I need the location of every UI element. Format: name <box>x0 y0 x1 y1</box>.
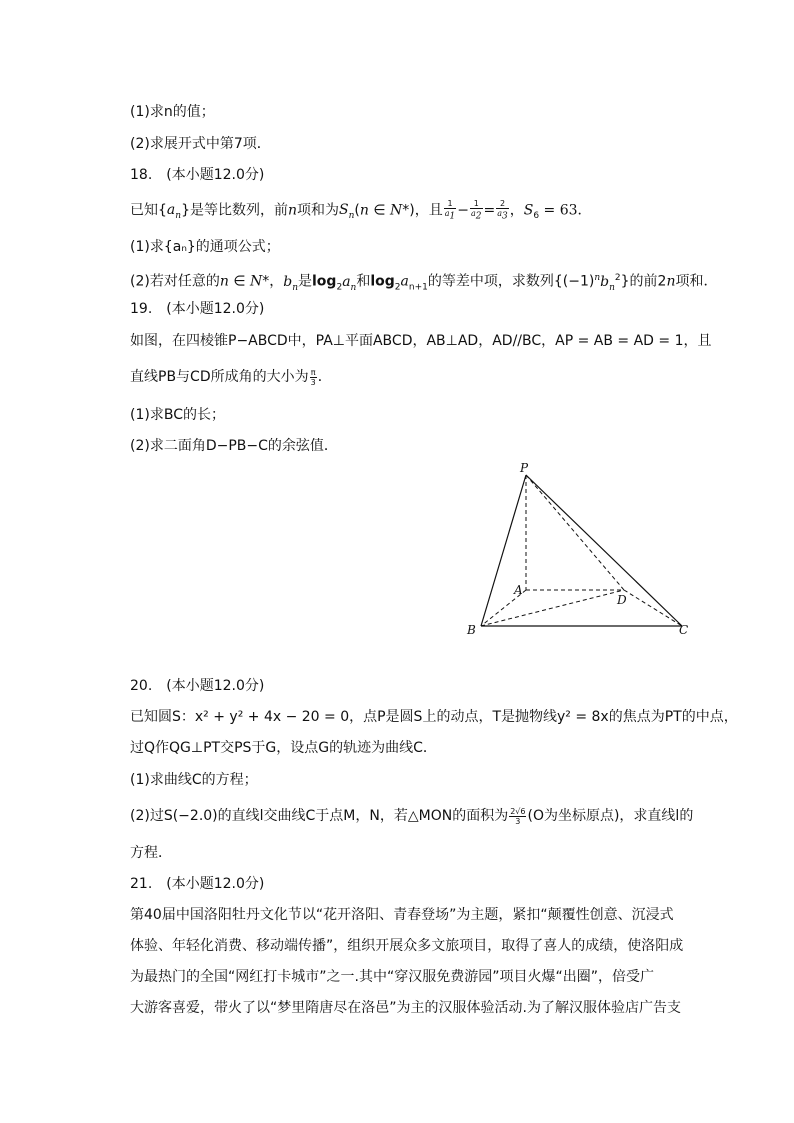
q18-header: 18. (本小题12.0分) <box>130 167 265 183</box>
q17-part1: (1)求n的值； <box>130 104 215 120</box>
label-C: C <box>679 623 689 637</box>
q19-line2: 直线PB与CD所成角的大小为 $\frac{\pi}{3}$ ． <box>130 367 332 387</box>
q19-part1: (1)求BC的长； <box>130 407 225 423</box>
q20-line1: 已知圆S：x² + y² + 4x − 20 = 0，点P是圆S上的动点，T是抛物线y² = 8x的焦点为PT的中点， <box>130 709 738 725</box>
q21-line4: 大游客喜爱，带火了以“梦里隋唐尽在洛邑”为主的汉服体验活动.为了解汉服体验店广告支 <box>130 1000 681 1016</box>
q20-part1: (1)求曲线C的方程； <box>130 772 258 788</box>
q21-line2: 体验、年轻化消费、移动端传播”，组织开展众多文旅项目，取得了喜人的成绩，使洛阳成 <box>130 938 684 954</box>
q21-line1: 第40届中国洛阳牡丹文化节以“花开洛阳、青春登场”为主题，紧扣“颠覆性创意、沉浸式 <box>130 907 674 923</box>
q21-header: 21. (本小题12.0分) <box>130 876 265 892</box>
edge-DC <box>624 590 682 626</box>
q20-header: 20. (本小题12.0分) <box>130 678 265 694</box>
q18-part1: (1)求{aₙ}的通项公式； <box>130 239 280 255</box>
q17-part2: (2)求展开式中第7项． <box>130 136 271 152</box>
q19-header: 19. (本小题12.0分) <box>130 301 265 317</box>
q19-part2: (2)求二面角D−PB−C的余弦值． <box>130 438 338 454</box>
pyramid-figure <box>458 458 698 643</box>
label-P: P <box>520 461 529 475</box>
label-B: B <box>467 623 476 637</box>
edge-PC <box>526 475 682 626</box>
q20-line2: 过Q作QG⊥PT交PS于G，设点G的轨迹为曲线C． <box>130 740 437 756</box>
q18-stem: 已知$\{a_n\}$是等比数列，前n项和为$S_n(n$ ∈ N*)，且 $\frac{1}{a_1}$ − $\frac{1}{a_2}$ = $\frac{2}{a_3}$ ，$S_6 = 63$． <box>130 199 592 222</box>
edge-PD <box>526 475 624 590</box>
edge-PB <box>481 475 526 626</box>
q20-part2-cont: 方程． <box>130 845 172 861</box>
q21-line3: 为最热门的全国“网红打卡城市”之一.其中“穿汉服免费游园”项目火爆“出圈”，倍受广 <box>130 969 654 985</box>
q20-part2: (2)过S(−2.0)的直线l交曲线C于点M，N，若△MON的面积为 $\frac{2√6}{3}$ (O为坐标原点)，求直线l的 <box>130 806 694 826</box>
edge-BD <box>481 590 624 626</box>
q19-line1: 如图，在四棱锥P−ABCD中，PA⊥平面ABCD，AB⊥AD，AD//BC，AP = AB = AD = 1，且 <box>130 333 712 349</box>
label-A: A <box>514 583 523 597</box>
q18-part2: (2)若对任意的n ∈ N*，$b_n$是$\log_2a_n$和$\log_2a_{n+1}$的等差中项，求数列$\{(-1)^nb_n^2\}$的前2n项和． <box>130 273 718 293</box>
label-D: D <box>617 593 627 607</box>
